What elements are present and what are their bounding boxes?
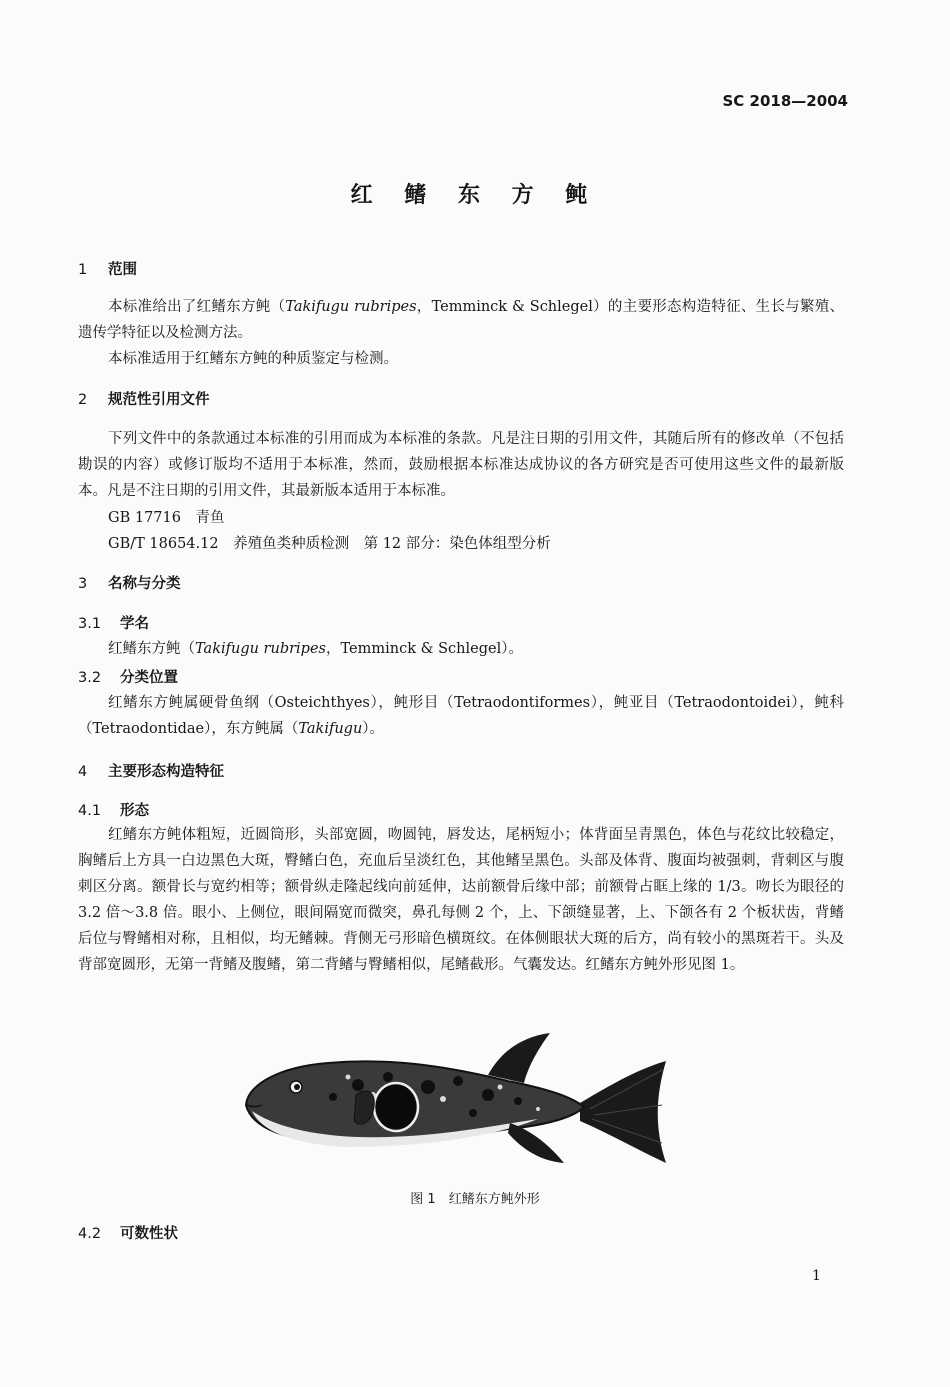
anal-fin	[508, 1123, 564, 1163]
section-3-heading: 3 名称与分类	[78, 576, 181, 592]
figure-caption: 图 1 红鳍东方鲀外形	[410, 1192, 540, 1207]
lateral-eye-spot	[374, 1083, 418, 1131]
tail-fin	[580, 1061, 666, 1163]
fish-illustration	[238, 1025, 678, 1185]
genus-name: Takifugu	[298, 721, 363, 737]
section-1-paragraph-2: 本标准适用于红鳍东方鲀的种质鉴定与检测。	[108, 351, 398, 367]
section-2-paragraph: 下列文件中的条款通过本标准的引用而成为本标准的条款。凡是注日期的引用文件，其随后所有的修改单（不包括勘误的内容）或修订版均不适用于本标准，然而，鼓励根据本标准达成协议的各方研究是否可使用这些文件的最新版本。凡是不注日期的引用文件，其最新版本适用于本标准。	[78, 431, 844, 499]
section-1-paragraph-1: 本标准给出了红鳍东方鲀（Takifugu rubripes，Temminck & Schlegel）的主要形态构造特征、生长与繁殖、遗传学特征以及检测方法。	[78, 299, 844, 341]
section-number: 1	[78, 262, 88, 278]
section-1-heading	[78, 258, 137, 279]
section-4-1-heading: 4.1 形态	[78, 803, 149, 819]
section-3-2-heading: 3.2 分类位置	[78, 670, 178, 686]
section-3-2-text: 红鳍东方鲀属硬骨鱼纲（Osteichthyes），鲀形目（Tetraodontiformes），鲀亚目（Tetraodontoidei），鲀科（Tetraodontidae），东方鲀属（Takifugu）。	[78, 695, 844, 737]
reference-item: GB/T 18654.12 养殖鱼类种质检测 第 12 部分：染色体组型分析	[108, 536, 551, 552]
section-3-1-text: 红鳍东方鲀（Takifugu rubripes，Temminck & Schlegel）。	[108, 641, 523, 657]
scientific-name: Takifugu rubripes	[195, 641, 326, 657]
section-4-1-text: 红鳍东方鲀体粗短，近圆筒形，头部宽圆，吻圆钝，唇发达，尾柄短小；体背面呈青黑色，体色与花纹比较稳定，胸鳍后上方具一白边黑色大斑，臀鳍白色，充血后呈淡红色，其他鳍呈黑色。头部及体背、腹面均被强刺，背刺区与腹刺区分离。额骨长与宽约相等；额骨纵走隆起线向前延伸，达前额骨后缘中部；前额骨占眶上缘的 1/3。吻长为眼径的 3.2 倍～3.8 倍。眼小、上侧位，眼间隔宽而微突，鼻孔每侧 2 个，上、下颌缝显著，上、下颌各有 2 个板状齿，背鳍后位与臀鳍相对称，且相似，均无鳍棘。背侧无弓形暗色横斑纹。在体侧眼状大斑的后方，尚有较小的黑斑若干。头及背部宽圆形，无第一背鳍及腹鳍，第二背鳍与臀鳍相似，尾鳍截形。气囊发达。红鳍东方鲀外形见图 1。	[78, 827, 844, 973]
scientific-name: Takifugu rubripes	[285, 299, 417, 315]
dorsal-fin	[488, 1033, 550, 1083]
document-code: SC 2018—2004	[722, 92, 848, 110]
section-3-1-heading: 3.1 学名	[78, 616, 149, 632]
page-number: 1	[812, 1268, 821, 1284]
section-4-heading: 4 主要形态构造特征	[78, 764, 224, 780]
section-title: 范围	[108, 262, 137, 278]
reference-item: GB 17716 青鱼	[108, 510, 225, 526]
section-4-2-heading: 4.2 可数性状	[78, 1226, 178, 1242]
page-title: 红 鳍 东 方 鲀	[350, 183, 600, 208]
section-2-heading: 2 规范性引用文件	[78, 392, 210, 408]
